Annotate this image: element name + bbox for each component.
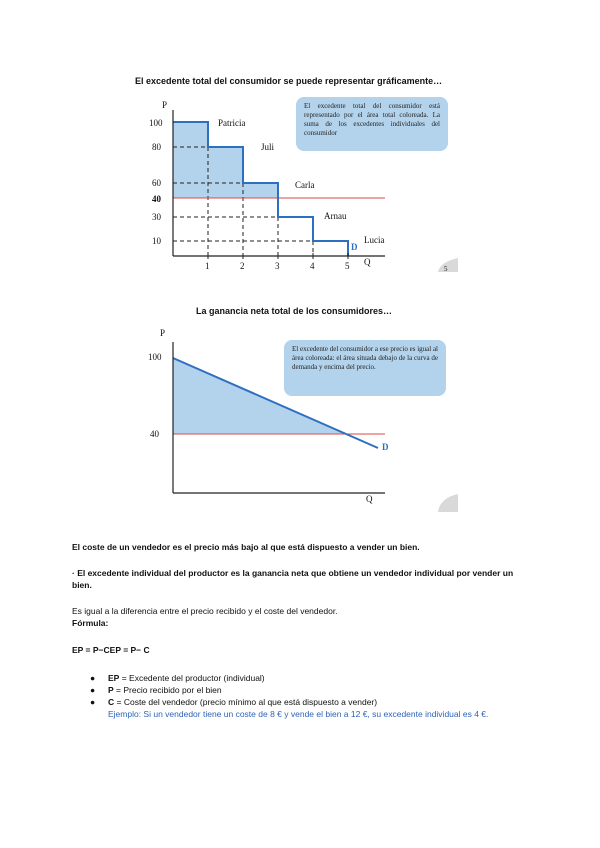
list-item: ● P = Precio recibido por el bien [90,685,222,695]
paragraph-formula-label: Fórmula: [72,618,109,628]
list-item [88,708,528,720]
formula: EP = P−CEP = P− C [72,645,150,655]
paragraph-producer-surplus: · El excedente individual del productor es la ganancia neta que obtiene un vendedor individual por vender un bien. [72,568,514,590]
fig1-xtick: 3 [275,261,280,271]
fig1-callout: El excedente total del consumidor está representado por el área total coloreada. La suma de los excedentes individuales del consumidor [296,97,448,151]
fig2-callout: El excedente del consumidor a ese precio es igual al área coloreada: el área situada debajo de la curva de demanda y encima del precio. [284,340,446,396]
paragraph-difference: Es igual a la diferencia entre el precio recibido y el coste del vendedor. [72,606,338,616]
fig1-ytick: 30 [152,212,161,222]
fig1-xtick: 1 [205,261,210,271]
fig2-y-label: P [160,328,166,338]
fig1-demand-label: D [351,242,358,252]
fig2-x-label: Q [366,494,373,504]
fig2-ytick: 100 [148,352,162,362]
paragraph-seller-cost: El coste de un vendedor es el precio más bajo al que está dispuesto a vender un bien. [72,542,420,552]
buyer-label-juli: Juli [261,142,275,152]
page-corner [438,258,458,272]
list-item: ● C = Coste del vendedor (precio mínimo al que está dispuesto a vender) [90,697,378,707]
buyer-label-arnau: Arnau [324,211,347,221]
definition-list [88,672,528,720]
figure1-heading: El excedente total del consumidor se puede representar gráficamente… [135,76,443,86]
fig1-xtick: 5 [345,261,350,271]
figure2-heading: La ganancia neta total de los consumidores… [196,306,393,316]
fig1-ytick: 10 [152,236,161,246]
page-number: 5 [444,265,448,273]
list-item: ● EP = Excedente del productor (individual) [90,673,265,683]
fig1-xtick: 2 [240,261,245,271]
fig1-xtick: 4 [310,261,315,271]
fig2-ytick: 40 [150,429,159,439]
example-text: Ejemplo: Si un vendedor tiene un coste de 8 € y vende el bien a 12 €, su excedente individual es 4 €. [108,709,489,719]
buyer-label-lucia: Lucia [364,235,385,245]
page-corner-2 [438,494,458,512]
fig1-x-label: Q [364,257,371,267]
fig1-ytick: 40 [152,194,161,204]
fig2-demand-label: D [382,442,389,452]
consumer-surplus-area [173,122,278,198]
buyer-label-patricia: Patricia [218,118,246,128]
fig1-ytick: 60 [152,178,161,188]
fig1-ytick: 100 [149,118,163,128]
buyer-label-carla: Carla [295,180,315,190]
fig1-ytick: 80 [152,142,161,152]
fig1-y-label: P [162,100,168,110]
